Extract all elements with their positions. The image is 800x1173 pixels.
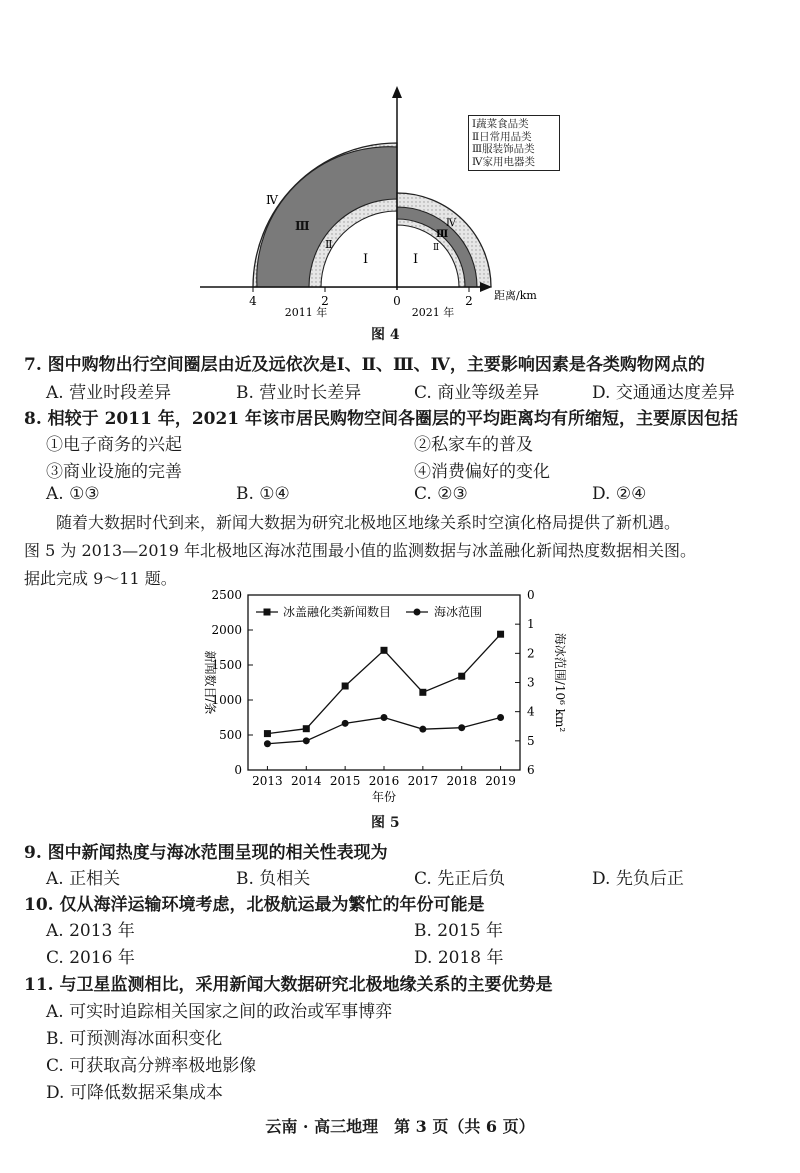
q8-item-1: ①电子商务的兴起 — [46, 435, 182, 455]
legend-marker-square — [264, 609, 271, 616]
q9-option-a[interactable]: A. 正相关 — [46, 869, 121, 889]
ring-label: Ⅱ — [325, 238, 333, 251]
legend-label-news: 冰盖融化类新闻数目 — [283, 605, 392, 619]
right-axis-tick-label: 6 — [527, 763, 535, 777]
data-point-square — [381, 647, 388, 654]
right-axis-tick-label: 2 — [527, 646, 535, 661]
q9-option-b[interactable]: B. 负相关 — [236, 869, 311, 889]
data-point-square — [264, 730, 271, 737]
data-point-square — [458, 673, 465, 680]
right-axis-tick-label: 0 — [527, 588, 535, 602]
left-axis-title: 新闻数目/条 — [203, 650, 217, 715]
left-axis-tick-label: 2000 — [211, 623, 242, 637]
vertical-axis-arrow — [392, 86, 402, 98]
q9-option-c[interactable]: C. 先正后负 — [414, 869, 506, 889]
q10-option-c[interactable]: C. 2016 年 — [46, 948, 135, 968]
right-axis-tick-label: 3 — [527, 675, 535, 690]
x-axis-tick-label: 2016 — [368, 774, 400, 788]
figure-5-caption: 图 5 — [371, 815, 400, 831]
question-11-stem: 11. 与卫星监测相比，采用新闻大数据研究北极地缘关系的主要优势是 — [24, 975, 553, 995]
tick-label: 4 — [249, 294, 257, 308]
data-point-circle — [458, 724, 465, 731]
data-point-circle — [381, 714, 388, 721]
q8-option-c[interactable]: C. ②③ — [414, 484, 468, 504]
left-axis-tick-label: 1500 — [211, 658, 242, 672]
q8-item-3: ③商业设施的完善 — [46, 462, 182, 482]
axis-unit-label: 距离/km — [494, 289, 537, 302]
data-point-circle — [264, 740, 271, 747]
left-axis-tick-label: 2500 — [211, 588, 242, 602]
right-axis-tick-label: 5 — [527, 733, 535, 748]
data-point-square — [497, 631, 504, 638]
year-label-2011: 2011 年 — [284, 306, 328, 319]
ring-label: Ⅲ — [295, 219, 310, 233]
data-point-square — [419, 689, 426, 696]
legend-item: Ⅰ蔬菜食品类 — [472, 118, 529, 130]
q10-option-b[interactable]: B. 2015 年 — [414, 921, 503, 941]
x-axis-tick-label: 2013 — [252, 774, 283, 788]
x-axis-tick-label: 2018 — [446, 774, 477, 788]
intro-line-3: 据此完成 9～11 题。 — [24, 569, 177, 588]
q10-option-d[interactable]: D. 2018 年 — [414, 948, 504, 968]
q11-option-d[interactable]: D. 可降低数据采集成本 — [46, 1083, 223, 1103]
legend-marker-circle — [414, 609, 421, 616]
tick-label: 0 — [393, 294, 401, 308]
x-axis-title: 年份 — [371, 790, 397, 804]
question-9-stem: 9. 图中新闻热度与海冰范围呈现的相关性表现为 — [24, 843, 388, 863]
data-point-circle — [342, 720, 349, 727]
q8-item-4: ④消费偏好的变化 — [414, 462, 550, 482]
intro-paragraph — [24, 509, 784, 593]
q11-option-b[interactable]: B. 可预测海冰面积变化 — [46, 1029, 223, 1049]
q8-option-d[interactable]: D. ②④ — [592, 484, 647, 504]
question-8-stem: 8. 相较于 2011 年，2021 年该市居民购物空间各圈层的平均距离均有所缩短，主要原因包括 — [24, 409, 739, 429]
figure-5-chart — [190, 585, 570, 810]
q11-option-c[interactable]: C. 可获取高分辨率极地影像 — [46, 1056, 257, 1076]
ring-label: Ⅰ — [363, 252, 369, 267]
left-axis-tick-label: 500 — [219, 728, 242, 742]
left-axis-tick-label: 1000 — [211, 693, 242, 707]
x-axis-tick-label: 2019 — [485, 774, 516, 788]
data-point-circle — [419, 726, 426, 733]
q8-option-b[interactable]: B. ①④ — [236, 484, 290, 504]
q9-option-d[interactable]: D. 先负后正 — [592, 869, 684, 889]
q7-option-d[interactable]: D. 交通通达度差异 — [592, 383, 735, 403]
right-axis-title: 海冰范围/10⁶ km² — [553, 632, 567, 733]
ring-label: Ⅰ — [413, 252, 419, 267]
plot-frame — [248, 595, 520, 770]
question-10-stem: 10. 仅从海洋运输环境考虑，北极航运最为繁忙的年份可能是 — [24, 895, 485, 915]
ring-label: Ⅳ — [266, 193, 278, 207]
intro-line-2: 图 5 为 2013—2019 年北极地区海冰范围最小值的监测数据与冰盖融化新闻热度数据相关图。 — [24, 541, 696, 560]
data-point-circle — [497, 714, 504, 721]
intro-line-1: 随着大数据时代到来，新闻大数据为研究北极地区地缘关系时空演化格局提供了新机遇。 — [56, 513, 681, 532]
legend-item: Ⅲ服装饰品类 — [472, 143, 535, 155]
figure-4-legend — [468, 115, 560, 171]
figure-4-caption: 图 4 — [371, 327, 400, 343]
left-axis-tick-label: 0 — [234, 763, 242, 777]
x-axis-tick-label: 2014 — [291, 774, 322, 788]
q10-option-a[interactable]: A. 2013 年 — [46, 921, 135, 941]
page-footer: 云南 · 高三地理 第 3 页（共 6 页） — [265, 1117, 535, 1136]
tick-label: 2 — [321, 294, 329, 308]
data-point-circle — [303, 737, 310, 744]
right-axis-tick-label: 1 — [527, 617, 535, 632]
q7-option-b[interactable]: B. 营业时长差异 — [236, 383, 362, 403]
right-axis-tick-label: 4 — [527, 704, 535, 719]
legend-label-ice: 海冰范围 — [434, 605, 483, 619]
q7-option-a[interactable]: A. 营业时段差异 — [46, 383, 172, 403]
q11-option-a[interactable]: A. 可实时追踪相关国家之间的政治或军事博弈 — [46, 1002, 393, 1022]
data-point-square — [342, 683, 349, 690]
ring-label: Ⅲ — [436, 229, 449, 240]
q7-option-c[interactable]: C. 商业等级差异 — [414, 383, 540, 403]
series-line-1 — [267, 718, 500, 744]
legend-item: Ⅳ家用电器类 — [472, 155, 535, 168]
year-label-2021: 2021 年 — [411, 306, 455, 319]
question-7-stem: 7. 图中购物出行空间圈层由近及远依次是Ⅰ、Ⅱ、Ⅲ、Ⅳ，主要影响因素是各类购物网点的 — [24, 355, 705, 375]
ring-label: Ⅳ — [446, 218, 456, 229]
tick-label: 2 — [465, 294, 473, 308]
x-axis-tick-label: 2017 — [407, 774, 439, 788]
q8-option-a[interactable]: A. ①③ — [46, 484, 100, 504]
ring-label: Ⅱ — [433, 243, 440, 253]
x-axis-tick-label: 2015 — [329, 774, 361, 788]
legend-item: Ⅱ日常用品类 — [472, 130, 532, 143]
data-point-square — [303, 725, 310, 732]
q8-item-2: ②私家车的普及 — [414, 435, 533, 455]
